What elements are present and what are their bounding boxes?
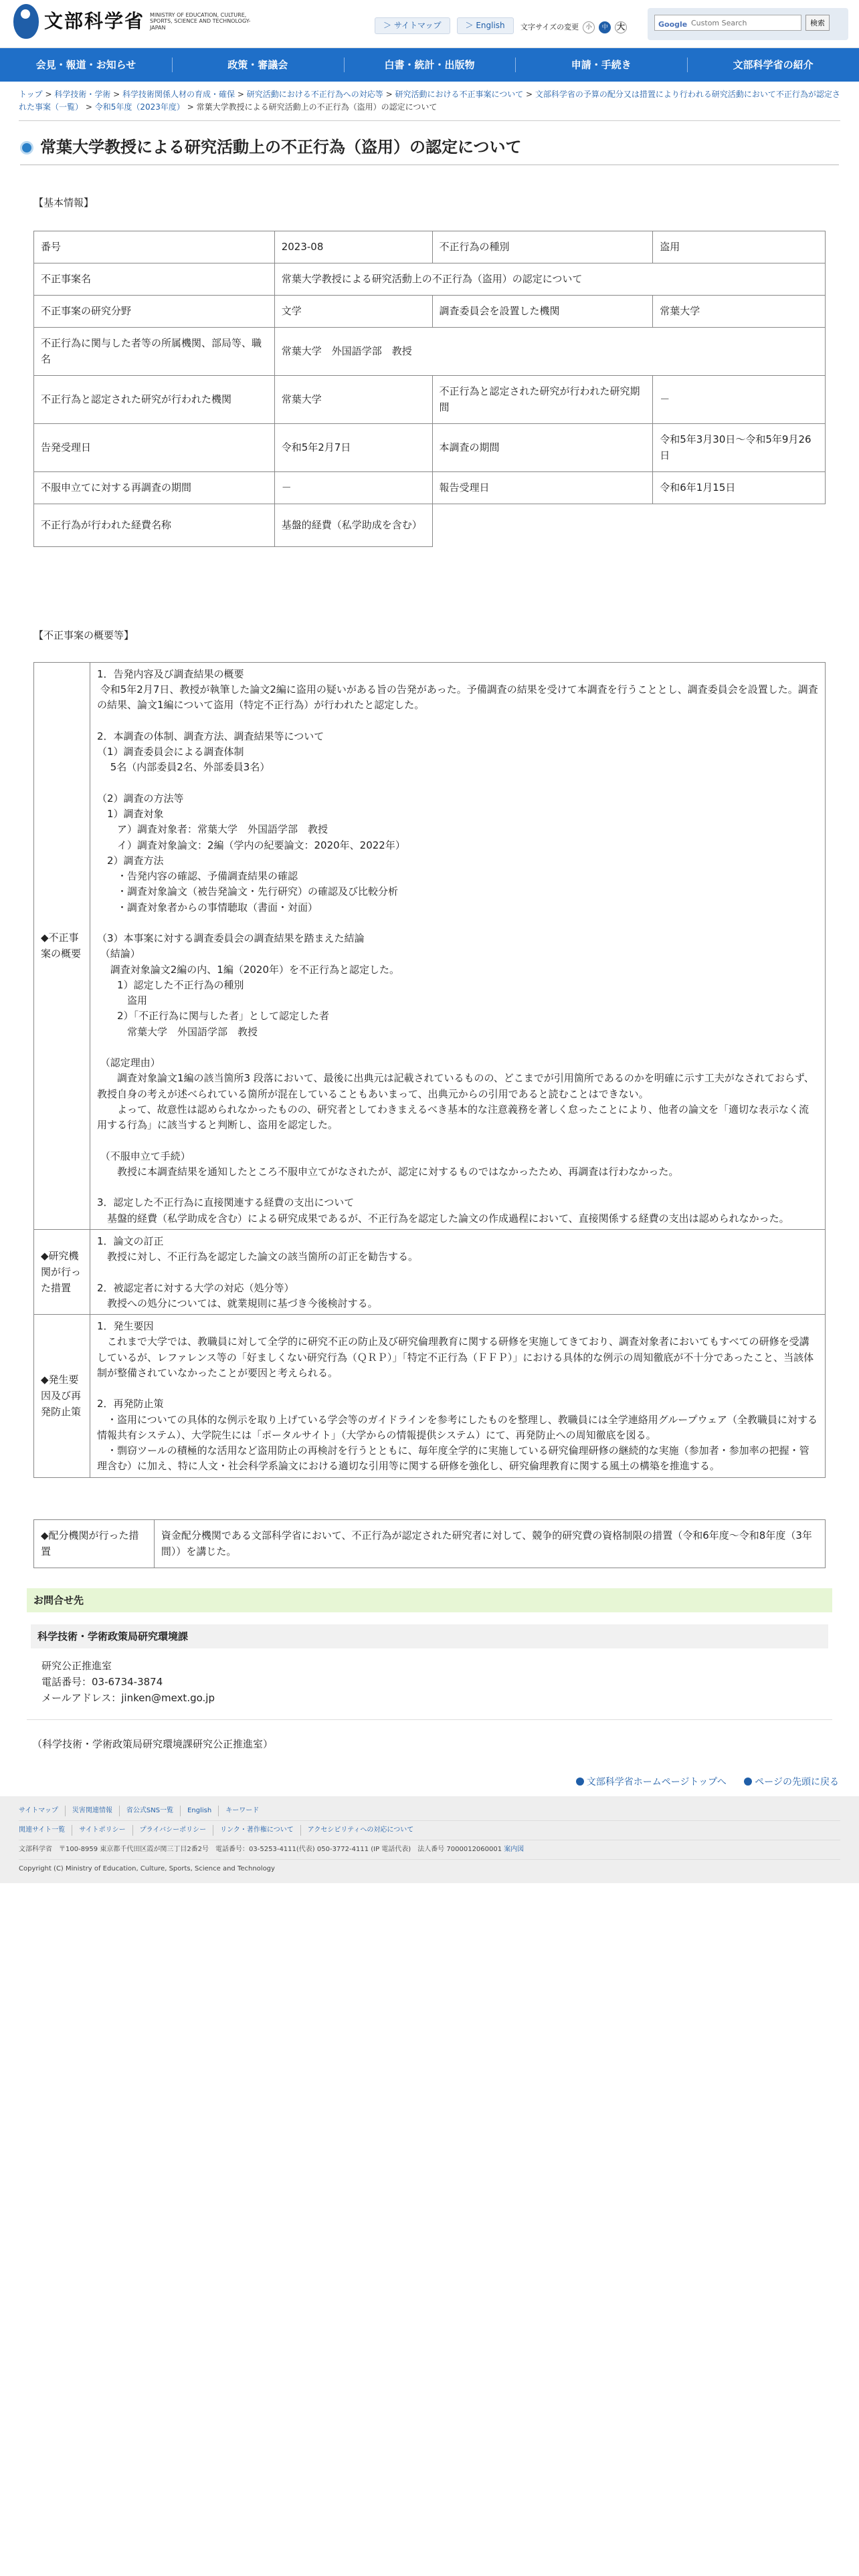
table-cell-value: 令和5年2月7日 [274, 423, 432, 471]
summary-heading: 【不正事案の概要等】 [33, 629, 134, 641]
footer-link[interactable]: 関連サイト一覧 [19, 1826, 66, 1834]
font-size-medium-button[interactable]: 中 [599, 21, 611, 33]
table-cell-label: 本調査の期間 [432, 423, 653, 471]
distribution-table [33, 1519, 826, 1568]
table-cell-value: 常葉大学 [653, 295, 826, 327]
footer-address-text: 文部科学省 〒100-8959 東京都千代田区霞が関三丁目2番2号 電話番号：03-5253-4111(代表) 050-3772-4111 (IP 電話代表) 法人番号 7000012060001 [19, 1845, 502, 1853]
table-cell-value: 常葉大学 [274, 375, 432, 423]
table-cell-label: 不服申立てに対する再調査の期間 [34, 471, 275, 504]
breadcrumb-link[interactable]: トップ [19, 90, 43, 99]
footer-link[interactable]: 災害関連情報 [65, 1806, 119, 1816]
table-cell-value: 2023-08 [274, 231, 432, 263]
sitemap-link[interactable]: ＞ サイトマップ [375, 17, 450, 34]
table-row [34, 662, 826, 1229]
table-cell-label: 報告受理日 [432, 471, 653, 504]
arrow-up-icon [744, 1778, 752, 1786]
logo-text: 文部科学省 [44, 9, 145, 32]
summary-table [33, 662, 826, 1478]
table-cell-value: － [653, 375, 826, 423]
gnav-policy[interactable]: 政策・審議会 [172, 48, 344, 82]
page-top-link[interactable] [744, 1777, 839, 1788]
search-button[interactable]: 検索 [805, 15, 830, 31]
footer-link[interactable]: サイトマップ [19, 1806, 58, 1814]
breadcrumb-link[interactable]: 研究活動における不正行為への対応等 [246, 90, 383, 99]
home-link-label: 文部科学省ホームページトップへ [586, 1776, 727, 1788]
table-cell-label: 不正事案名 [34, 263, 275, 295]
gnav-application[interactable]: 申請・手続き [515, 48, 687, 82]
contact-line: 研究公正推進室 [41, 1659, 112, 1672]
table-row [34, 295, 826, 327]
breadcrumb-link[interactable]: 科学技術関係人材の育成・確保 [122, 90, 235, 99]
top-links [375, 17, 514, 34]
table-row [34, 375, 826, 423]
english-link[interactable]: ＞ English [457, 17, 514, 34]
contact-email: メールアドレス：jinken@mext.go.jp [41, 1691, 215, 1704]
footer-link[interactable]: 省公式SNS一覧 [119, 1806, 180, 1816]
footer-link[interactable]: キーワード [218, 1806, 266, 1816]
footer-link[interactable]: サイトポリシー [72, 1825, 132, 1836]
gnav-press[interactable]: 会見・報道・お知らせ [35, 59, 136, 71]
basic-info-heading: 【基本情報】 [33, 196, 94, 209]
footer-address [19, 1840, 840, 1860]
footer-link[interactable]: リンク・著作権について [213, 1825, 300, 1836]
table-row [34, 1519, 826, 1568]
table-cell-label: 不正行為に関与した者等の所属機関、部局等、職名 [34, 327, 275, 375]
logo-mark-icon [13, 4, 39, 39]
summary-label-cell: ◆研究機関が行った措置 [34, 1229, 90, 1314]
breadcrumb-link[interactable]: 令和5年度（2023年度） [94, 102, 185, 112]
breadcrumb-link[interactable]: 科学技術・学術 [54, 90, 111, 99]
table-cell-value: 盗用 [653, 231, 826, 263]
summary-text-cell: 1．告発内容及び調査結果の概要 令和5年2月7日、教授が執筆した論文2編に盗用の疑いがある旨の告発があった。予備調査の結果を受けて本調査を行うこととし、調査委員会を設置した。調査の結果、論文1編について盗用（特定不正行為）が行われたと認定した。 2．本調査の体制、調査方法、調査結果等について （1）調査委員会による調査体制 5名（内部委員2名、外部委員3名） （2）調査の方法等 1）調査対象 ア）調査対象者：常葉大学 外国語学部 教授 イ）調査対象論文：2編（学内の紀要論文：2020年、2022年） 2）調査方法 ・告発内容の確認、予備調査結果の確認 ・調査対象論文（被告発論文・先行研究）の確認及び比較分析 ・調査対象者からの事情聴取（書面・対面） （3）本事案に対する調査委員会の調査結果を踏まえた結論 （結論） 調査対象論文2編の内、1編（2020年）を不正行為と認定した。 1）認定した不正行為の種別 盗用 2）「不正行為に関与した者」として認定した者 常葉大学 外国語学部 教授 （認定理由） 調査対象論文1編の該当箇所3 段落において、最後に出典元は記載されているものの、どこまでが引用箇所であるのかを明確に示す工夫がなされておらず、教授自身の考えが述べられている箇所が混在していることもあいまって、出典元からの引用であると読むことはできない。 よって、故意性は認められなかったものの、研究者としてわきまえるべき基本的な注意義務を著しく怠ったことにより、他者の論文を「適切な表示なく流用する行為」に該当すると判断し、盗用を認定した。 （不服申立て手続） 教授に本調査結果を通知したところ不服申立てがなされたが、認定に対するものではなかったため、再調査は行わなかった。 3．認定した不正行為に直接関連する経費の支出について 基盤的経費（私学助成を含む）による研究成果であるが、不正行為を認定した論文の作成過程において、直接関係する経費の支出は認められなかった。 [90, 662, 825, 1229]
table-cell-label: 不正行為の種別 [432, 231, 653, 263]
table-row [34, 263, 826, 295]
contact-phone: 電話番号：03-6734-3874 [41, 1675, 163, 1688]
page-title-area [20, 134, 839, 165]
summary-label-cell: ◆発生要因及び再発防止策 [34, 1315, 90, 1478]
table-cell-label: 不正行為と認定された研究が行われた機関 [34, 375, 275, 423]
site-search [648, 8, 848, 40]
footer-link[interactable]: プライバシーポリシー [132, 1825, 213, 1836]
page-footer-links [20, 1775, 839, 1790]
site-footer [0, 1796, 859, 1883]
gnav-about[interactable]: 文部科学省の紹介 [687, 48, 859, 82]
table-cell-label: 不正行為が行われた経費名称 [34, 504, 275, 546]
site-logo[interactable] [13, 4, 257, 39]
contact-box [27, 1612, 832, 1720]
font-size-switcher [520, 21, 627, 33]
title-bullet-icon [20, 141, 33, 154]
footer-link[interactable]: アクセシビリティへの対応について [300, 1825, 421, 1836]
contact-heading: お問合せ先 [27, 1588, 832, 1612]
summary-text-cell: 1．論文の訂正 教授に対し、不正行為を認定した論文の該当箇所の訂正を勧告する。 2．被認定者に対する大学の対応（処分等） 教授への処分については、就業規則に基づき今後検討する。 [90, 1229, 825, 1314]
page-title: 常葉大学教授による研究活動上の不正行為（盗用）の認定について [40, 138, 522, 157]
table-cell-label: 告発受理日 [34, 423, 275, 471]
table-cell-value: 常葉大学 外国語学部 教授 [274, 327, 825, 375]
table-cell-value: 基盤的経費（私学助成を含む） [274, 504, 432, 546]
table-row [34, 231, 826, 263]
breadcrumb: トップ > 科学技術・学術 > 科学技術関係人材の育成・確保 > 研究活動における不正行為への対応等 > 研究活動における不正事案について > 文部科学省の予算の配分又は措置により行われる研究活動において不正行為が認定された事案（一覧） > 令和5年度（2023年度） > 常葉大学教授による研究活動上の不正行為（盗用）の認定について [19, 82, 840, 121]
font-size-small-button[interactable]: 小 [583, 21, 595, 33]
table-cell-label: 不正行為と認定された研究が行われた研究期間 [432, 375, 653, 423]
distribution-label-cell: ◆配分機関が行った措置 [34, 1519, 155, 1568]
table-row [34, 1315, 826, 1478]
table-cell-value: 文学 [274, 295, 432, 327]
site-header [0, 0, 859, 48]
basic-info-table [33, 231, 826, 547]
footer-copyright: Copyright (C) Ministry of Education, Culture, Sports, Science and Technology [19, 1864, 275, 1872]
page-top-link-label: ページの先頭に戻る [755, 1776, 839, 1788]
footer-map-link[interactable]: 案内図 [504, 1845, 524, 1853]
distribution-text-cell: 資金配分機関である文部科学省において、不正行為が認定された研究者に対して、競争的研究費の資格制限の措置（令和6年度～令和8年度（3年間））を講じた。 [154, 1519, 825, 1568]
gnav-whitepaper[interactable]: 白書・統計・出版物 [344, 48, 516, 82]
table-cell-value: 常葉大学教授による研究活動上の不正行為（盗用）の認定について [274, 263, 825, 295]
table-row [34, 471, 826, 504]
table-cell-value: 令和5年3月30日～令和5年9月26日 [653, 423, 826, 471]
table-row [34, 1229, 826, 1314]
logo-english-text: MINISTRY OF EDUCATION, CULTURE, SPORTS, SCIENCE AND TECHNOLOGY-JAPAN [150, 11, 251, 31]
summary-text-cell: 1．発生要因 これまで大学では、教職員に対して全学的に研究不正の防止及び研究倫理教育に関する研修を実施してきており、調査対象者においてもすべての研修を受講しているが、レファレンス等の「好ましくない研究行為（ＱＲＰ）」「特定不正行為（ＦＦＰ）」における具体的な例示の周知徹底が不十分であったこと、当該体制が整備されていなかったことが要因と考えられる。 2．再発防止策 ・盗用についての具体的な例示を取り上げている学会等のガイドラインを参考にしたものを整理し、教職員には全学連絡用グループウェア（全教職員に対する情報共有システム）、大学院生には「ポータルサイト」（大学からの情報提供システム）にて、再発防止への周知徹底を図る。 ・剽窃ツールの積極的な活用など盗用防止の再検討を行うとともに、毎年度全学的に実施している研究倫理研修の継続的な実施（参加者・参加率の把握・管理含む）に加え、特に人文・社会科学系論文における適切な引用等に関する研修を強化し、研究倫理教育に関する風土の構築を推進する。 [90, 1315, 825, 1478]
font-size-label: 文字サイズの変更 [520, 23, 579, 32]
table-row [34, 423, 826, 471]
contact-org: 科学技術・学術政策局研究環境課 [31, 1624, 828, 1648]
breadcrumb-current: 常葉大学教授による研究活動上の不正行為（盗用）の認定について [196, 102, 438, 112]
table-cell-empty [432, 504, 826, 546]
home-link[interactable] [576, 1777, 727, 1788]
table-cell-label: 調査委員会を設置した機関 [432, 295, 653, 327]
footer-links-row [19, 1821, 840, 1840]
table-cell-value: － [274, 471, 432, 504]
table-row [34, 327, 826, 375]
summary-label-cell: ◆不正事案の概要 [34, 662, 90, 1229]
footer-links-row [19, 1802, 840, 1821]
table-cell-label: 番号 [34, 231, 275, 263]
font-size-large-button[interactable]: 大 [615, 21, 627, 33]
table-row [34, 504, 826, 546]
footer-link[interactable]: English [180, 1806, 218, 1816]
table-cell-value: 令和6年1月15日 [653, 471, 826, 504]
breadcrumb-link[interactable]: 文部科学省の予算の配分又は措置により行われる研究活動において不正行為が認定された事案（一覧） [19, 90, 840, 112]
global-nav [0, 48, 859, 82]
breadcrumb-link[interactable]: 研究活動における不正事案について [395, 90, 524, 99]
table-cell-label: 不正事案の研究分野 [34, 295, 275, 327]
page-signature: （科学技術・学術政策局研究環境課研究公正推進室） [32, 1737, 274, 1750]
google-logo: Google [658, 20, 688, 29]
arrow-right-icon [576, 1778, 584, 1786]
